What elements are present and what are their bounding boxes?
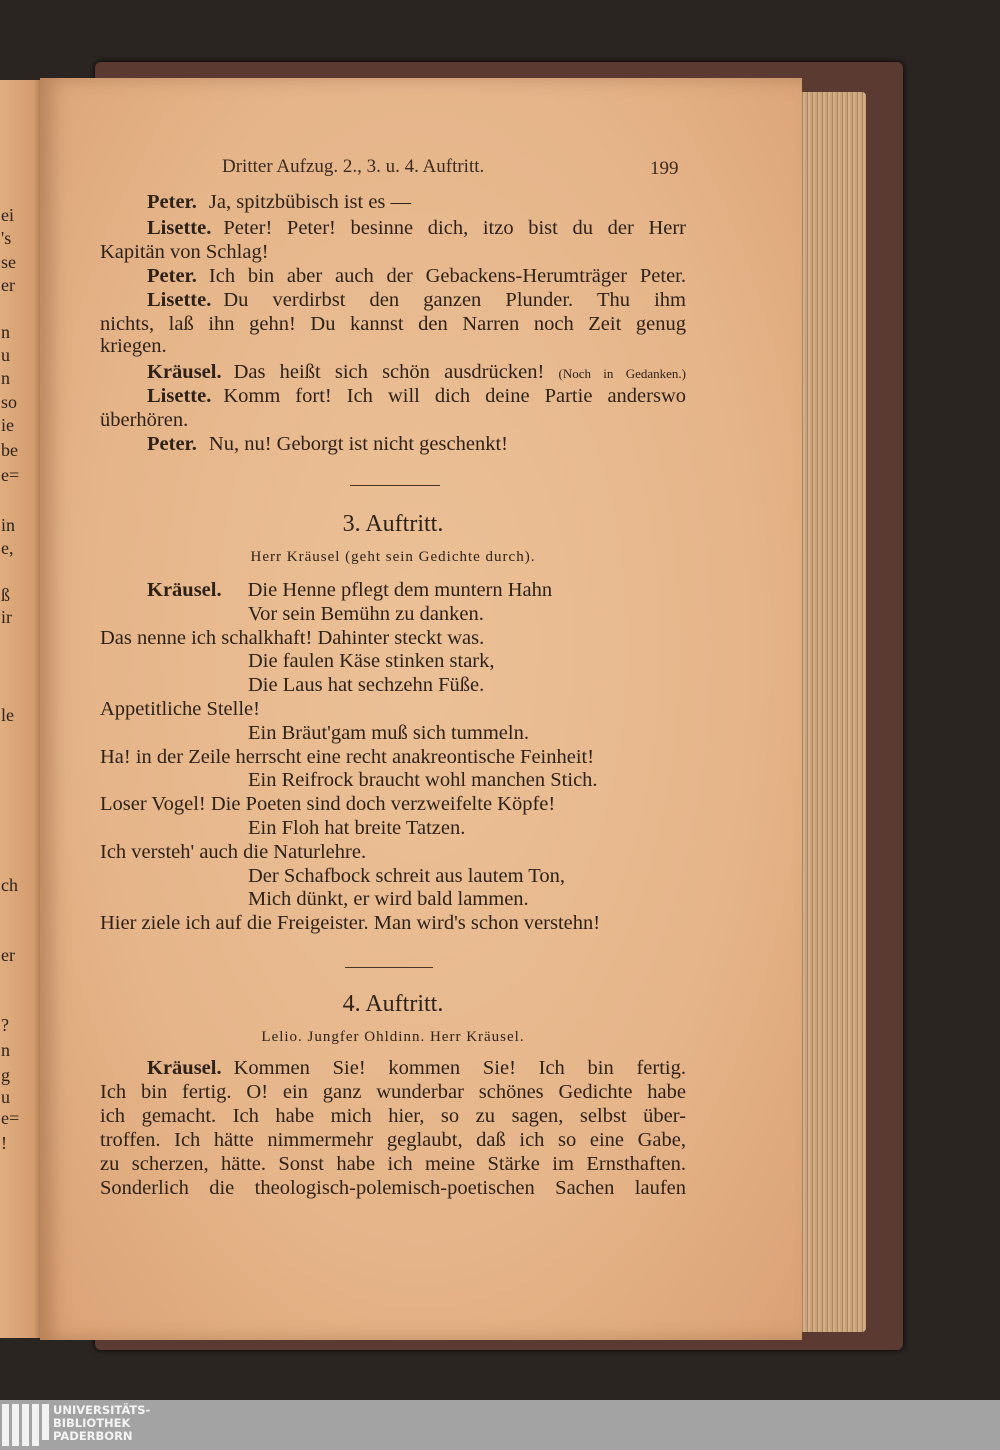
line-text: Peter! Peter! besinne dich, itzo bist du der Herr [223, 217, 686, 239]
line-text: Du verdirbst den ganzen Plunder. Thu ihm [223, 289, 686, 311]
speaker-name: Lisette. [147, 289, 212, 311]
left-page-text-fragment: er [1, 275, 15, 295]
left-page-text-fragment: ie [1, 415, 14, 435]
text-line [147, 190, 411, 214]
line-text: Vor sein Bemühn zu danken. [248, 602, 484, 625]
left-page-text-fragment: ch [1, 875, 18, 895]
line-text: Ein Bräut'gam muß sich tummeln. [248, 721, 529, 744]
left-page-text-fragment: in [1, 515, 16, 535]
section-divider [350, 485, 440, 486]
text-line [100, 240, 269, 264]
text-line [100, 312, 686, 336]
line-text: Das nenne ich schalkhaft! Dahinter steckt was. [100, 626, 485, 649]
line-text: kriegen. [100, 335, 167, 357]
text-line [147, 264, 686, 288]
left-page-text-fragment: g [1, 1065, 10, 1085]
line-text: Das heißt sich schön ausdrücken! [233, 361, 545, 383]
scene-4-title: 4. Auftritt. [342, 991, 444, 1017]
left-page-text-fragment: ei [1, 205, 14, 225]
page-number: 199 [650, 158, 679, 179]
line-text: Die faulen Käse stinken stark, [248, 650, 495, 673]
left-page-text-fragment: u [1, 345, 10, 365]
speaker-name: Kräusel. [147, 1057, 222, 1079]
left-page-text-fragment: 's [1, 228, 12, 248]
text-line [248, 768, 598, 792]
line-text: Sonderlich die theologisch-polemisch-poetischen Sachen laufen [100, 1177, 686, 1199]
scene-3-cast: Herr Kräusel (geht sein Gedichte durch). [250, 549, 536, 565]
line-text: Loser Vogel! Die Poeten sind doch verzweifelte Köpfe! [100, 793, 556, 816]
speaker-name: Peter. [147, 191, 197, 213]
text-line [100, 1152, 686, 1176]
line-text: Kommen Sie! kommen Sie! Ich bin fertig. [233, 1057, 686, 1079]
left-page-text-fragment: ? [1, 1015, 9, 1035]
library-logo-text [53, 1404, 150, 1443]
speaker-name: Lisette. [147, 217, 212, 239]
line-text: Der Schafbock schreit aus lautem Ton, [248, 864, 565, 887]
left-page-text-fragment: ! [1, 1133, 7, 1153]
text-line [248, 887, 529, 911]
text-line [100, 840, 366, 864]
left-page-text-fragment: n [1, 368, 10, 388]
text-line [100, 745, 594, 769]
line-text: Ha! in der Zeile herrscht eine recht anakreontische Feinheit! [100, 745, 595, 768]
section-divider [345, 967, 433, 968]
left-page-text-fragment: so [1, 392, 18, 412]
text-line [147, 216, 686, 240]
line-text: Mich dünkt, er wird bald lammen. [248, 888, 529, 911]
line-text: Hier ziele ich auf die Freigeister. Man wird's schon verstehn! [100, 912, 601, 935]
speaker-name: Lisette. [147, 385, 212, 407]
text-line [147, 1056, 686, 1080]
text-line [248, 673, 484, 697]
text-line [248, 649, 495, 673]
text-line [100, 626, 484, 650]
line-text: Ja, spitzbübisch ist es — [208, 191, 412, 213]
scene-4-cast: Lelio. Jungfer Ohldinn. Herr Kräusel. [261, 1029, 525, 1045]
text-line [248, 864, 565, 888]
text-line [147, 384, 686, 408]
text-line [248, 602, 484, 626]
line-text: ich gemacht. Ich habe mich hier, so zu sagen, selbst über- [100, 1105, 686, 1127]
text-line [100, 1104, 686, 1128]
left-page-text-fragment: u [1, 1087, 10, 1107]
left-page-text-fragment: se [1, 252, 16, 272]
line-text: Kapitän von Schlag! [100, 241, 269, 263]
text-line [100, 1128, 686, 1152]
left-page-text-fragment: n [1, 1040, 10, 1060]
line-text: Nu, nu! Geborgt ist nicht geschenkt! [208, 433, 508, 455]
text-line [147, 432, 508, 456]
text-line [248, 816, 465, 840]
line-text: zu scherzen, hätte. Sonst habe ich meine Stärke im Ernsthaften. [100, 1153, 686, 1175]
left-page-text-fragment: le [1, 705, 14, 725]
text-line [147, 360, 686, 386]
line-text: Ich bin aber auch der Gebackens-Herumträger Peter. [208, 265, 686, 287]
line-text: Komm fort! Ich will dich deine Partie anderswo [223, 385, 686, 407]
text-line [147, 288, 686, 312]
speaker-name: Peter. [147, 433, 197, 455]
speaker-name: Kräusel. [147, 361, 222, 383]
logo-line: BIBLIOTHEK [53, 1416, 131, 1430]
stage-direction: (Noch in Gedanken.) [558, 366, 686, 381]
text-line [100, 1080, 686, 1104]
line-text: nichts, laß ihn gehn! Du kannst den Narren noch Zeit genug [100, 313, 686, 335]
left-page-text-fragment: er [1, 945, 15, 965]
line-text: Ein Reifrock braucht wohl manchen Stich. [248, 769, 598, 792]
left-page-text-fragment: be [1, 440, 18, 460]
line-text: Die Henne pflegt dem muntern Hahn [247, 579, 553, 601]
line-text: Ich bin fertig. O! ein ganz wunderbar schönes Gedichte habe [100, 1081, 686, 1103]
footer-bar [0, 1400, 1000, 1450]
text-line [100, 1176, 686, 1200]
left-page-text-fragment: e= [1, 1108, 20, 1128]
line-text: Ein Floh hat breite Tatzen. [248, 817, 466, 839]
line-text: überhören. [100, 409, 189, 431]
line-text: troffen. Ich hätte nimmermehr geglaubt, daß ich so eine Gabe, [100, 1129, 686, 1151]
text-line [147, 578, 552, 602]
left-page-text-fragment: ß [1, 585, 10, 605]
left-page-text-fragment: e, [1, 538, 14, 558]
scene-3-title: 3. Auftritt. [342, 511, 444, 537]
left-page-text-fragment: ir [1, 607, 12, 627]
text-line [100, 408, 188, 432]
running-title: Dritter Aufzug. 2., 3. u. 4. Auftritt. [222, 156, 485, 177]
left-page-text-fragment: n [1, 322, 10, 342]
speaker-name: Kräusel. [147, 579, 222, 601]
text-line [100, 334, 167, 358]
logo-line: UNIVERSITÄTS- [53, 1403, 151, 1417]
line-text: Die Laus hat sechzehn Füße. [248, 674, 485, 697]
speaker-name: Peter. [147, 265, 197, 287]
text-line [100, 792, 555, 816]
text-line [248, 721, 529, 745]
text-line [100, 911, 600, 935]
text-line [100, 697, 260, 721]
left-page-text-fragment: e= [1, 465, 20, 485]
logo-line: PADERBORN [53, 1429, 133, 1443]
line-text: Appetitliche Stelle! [100, 698, 260, 720]
line-text: Ich versteh' auch die Naturlehre. [100, 840, 367, 863]
